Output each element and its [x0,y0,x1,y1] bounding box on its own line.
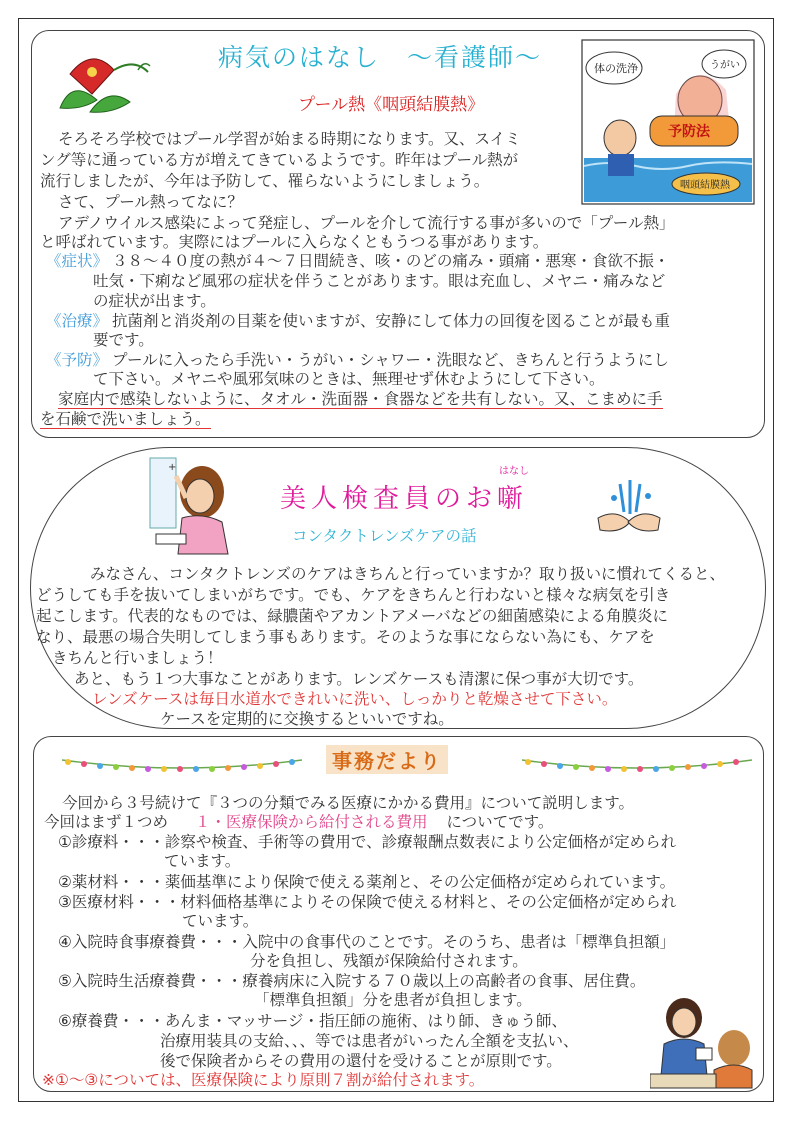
office-first-line [44,813,553,831]
woman-contact-lens-illustration [148,456,240,556]
intro-line-1: そろそろ学校ではプール学習が始まる時期になります。又、スイミ [58,130,521,148]
page-title: 病気のはなし ～看護師～ [218,43,543,72]
closing-line-1: 家庭内で感染しないように、タオル・洗面器・食器などを共有しない。又、こまめに手 [58,390,663,408]
office-first-post: についてです。 [446,813,554,831]
inspector-subtitle: コンタクトレンズケアの話 [292,527,477,545]
svg-text:+: + [168,462,177,473]
washing-hands-icon [590,478,668,540]
office-first-pre: 今回はまず１つめ [44,813,169,831]
item-2-line-1: ②薬材料・・・薬価基準により保険で使える薬剤と、その公定価格が定められています。 [58,873,676,891]
item-6-line-3: 後で保険者からその費用の還付を受けることが原則です。 [160,1052,562,1070]
prevention-label: 《予防》 [46,351,109,369]
prevention-line-1: プールに入ったら手洗い・うがい・シャワー・洗眼など、きちんと行うようにし [112,351,669,369]
treatment-label: 《治療》 [46,312,109,330]
disease-float-label: 咽頭結膜熱 [680,180,730,191]
item-5-line-1: ⑤入院時生活療養費・・・療養病床に入院する７０歳以上の高齢者の食事、居住費。 [58,972,646,990]
treatment-line-2: 要です。 [93,331,154,349]
lens-body-line-6: あと、もう１つ大事なことがあります。レンズケースも清潔に保つ事が大切です。 [74,670,644,688]
item-6-line-2: 治療用装具の支給、、、等では患者がいったん全額を支払い、 [160,1032,579,1050]
lens-highlight: レンズケースは毎日水道水できれいに洗い、しっかりと乾燥させて下さい。 [92,690,618,708]
item-3-line-1: ③医療材料・・・材料価格基準によりその保険で使える材料と、その公定価格が定められ [58,893,677,911]
pool-illustration [580,38,756,206]
lens-body-line-5: きちんと行いましょう！ [52,649,223,667]
prevention-line-2: て下さい。メヤニや風邪気味のときは、無理せず休むようにして下さい。 [93,370,605,388]
item-3-line-2: ています。 [182,912,259,930]
item-1-line-1: ①診療料・・・診察や検査、手術等の費用で、診療報酬点数表により公定価格が定められ [58,833,677,851]
lens-body-line-1: みなさん、コンタクトレンズのケアはきちんと行っていますか？取り扱いに慣れてくると、 [90,565,725,583]
treatment-line-1: 抗菌剤と消炎剤の目薬を使いますが、安静にして体力の回復を図ることが最も重 [112,312,671,330]
item-4-line-2: 分を負担し、残額が保険給付されます。 [250,952,528,970]
intro-line-2: ング等に通っている方が増えてきているようです。昨年はプール熱が [40,151,519,169]
lights-garland-right [522,752,752,778]
intro-line-3: 流行しましたが、今年は予防して、罹らないようにしましょう。 [40,172,490,190]
lens-body-line-2: どうしても手を抜いてしまいがちです。でも、ケアをきちんと行わないと様々な病気を引き [36,586,671,604]
explanation-line-1: アデノウイルス感染によって発症し、プールを介して流行する事が多いので「プール熱」 [58,214,675,232]
morning-glory-icon [52,48,152,114]
prevent-banner-label: 予防法 [668,124,710,140]
office-intro: 今回から３号続けて『３つの分類でみる医療にかかる費用』について説明します。 [62,794,634,812]
question-line: さて、プール熱ってなに？ [58,193,243,211]
lens-closing: ケースを定期的に交換するといいですね。 [160,710,454,728]
lens-body-line-4: なり、最悪の場合失明してしまう事もあります。そのような事にならない為にも、ケアを [36,628,655,646]
office-title: 事務だより [326,745,448,774]
office-note: ※①～③については、医療保険により原則７割が給付されます。 [42,1071,485,1089]
section-subtitle: プール熱《咽頭結膜熱》 [298,95,485,115]
reception-illustration [650,990,754,1090]
symptoms-line-3: の症状が出ます。 [93,292,216,310]
item-4-line-1: ④入院時食事療養費・・・入院中の食事代のことです。そのうち、患者は「標準負担額」 [58,933,676,951]
wash-bubble-label: 体の洗浄 [594,62,638,75]
symptoms-line-2: 吐気・下痢など風邪の症状を伴うことがあります。眼は充血し、メヤニ・痛みなど [93,272,666,290]
item-6-line-1: ⑥療養費・・・あんま・マッサージ・指圧師の施術、はり師、きゅう師、 [58,1012,567,1030]
office-first-highlight: １・医療保険から給付される費用 [194,813,428,831]
item-1-line-2: ています。 [164,852,241,870]
lights-garland-left [62,752,302,778]
explanation-line-2: と呼ばれています。実際にはプールに入らなくともうつる事があります。 [40,233,549,251]
symptoms-line-1: ３８～４０度の熱が４～７日間続き、咳・のどの痛み・頭痛・悪寒・食欲不振・ [112,252,670,270]
gargle-bubble-label: うがい [710,60,740,71]
item-5-line-2: 「標準負担額」分を患者が負担します。 [254,991,532,1009]
inspector-title-ruby: はなし [499,466,529,477]
inspector-title: 美人検査員のお噺 [280,484,529,514]
symptoms-label: 《症状》 [46,252,109,270]
closing-line-2: を石鹸で洗いましょう。 [40,410,211,428]
lens-body-line-3: 起こします。代表的なものでは、緑膿菌やアカントアメーバなどの細菌感染による角膜炎に [36,607,668,625]
